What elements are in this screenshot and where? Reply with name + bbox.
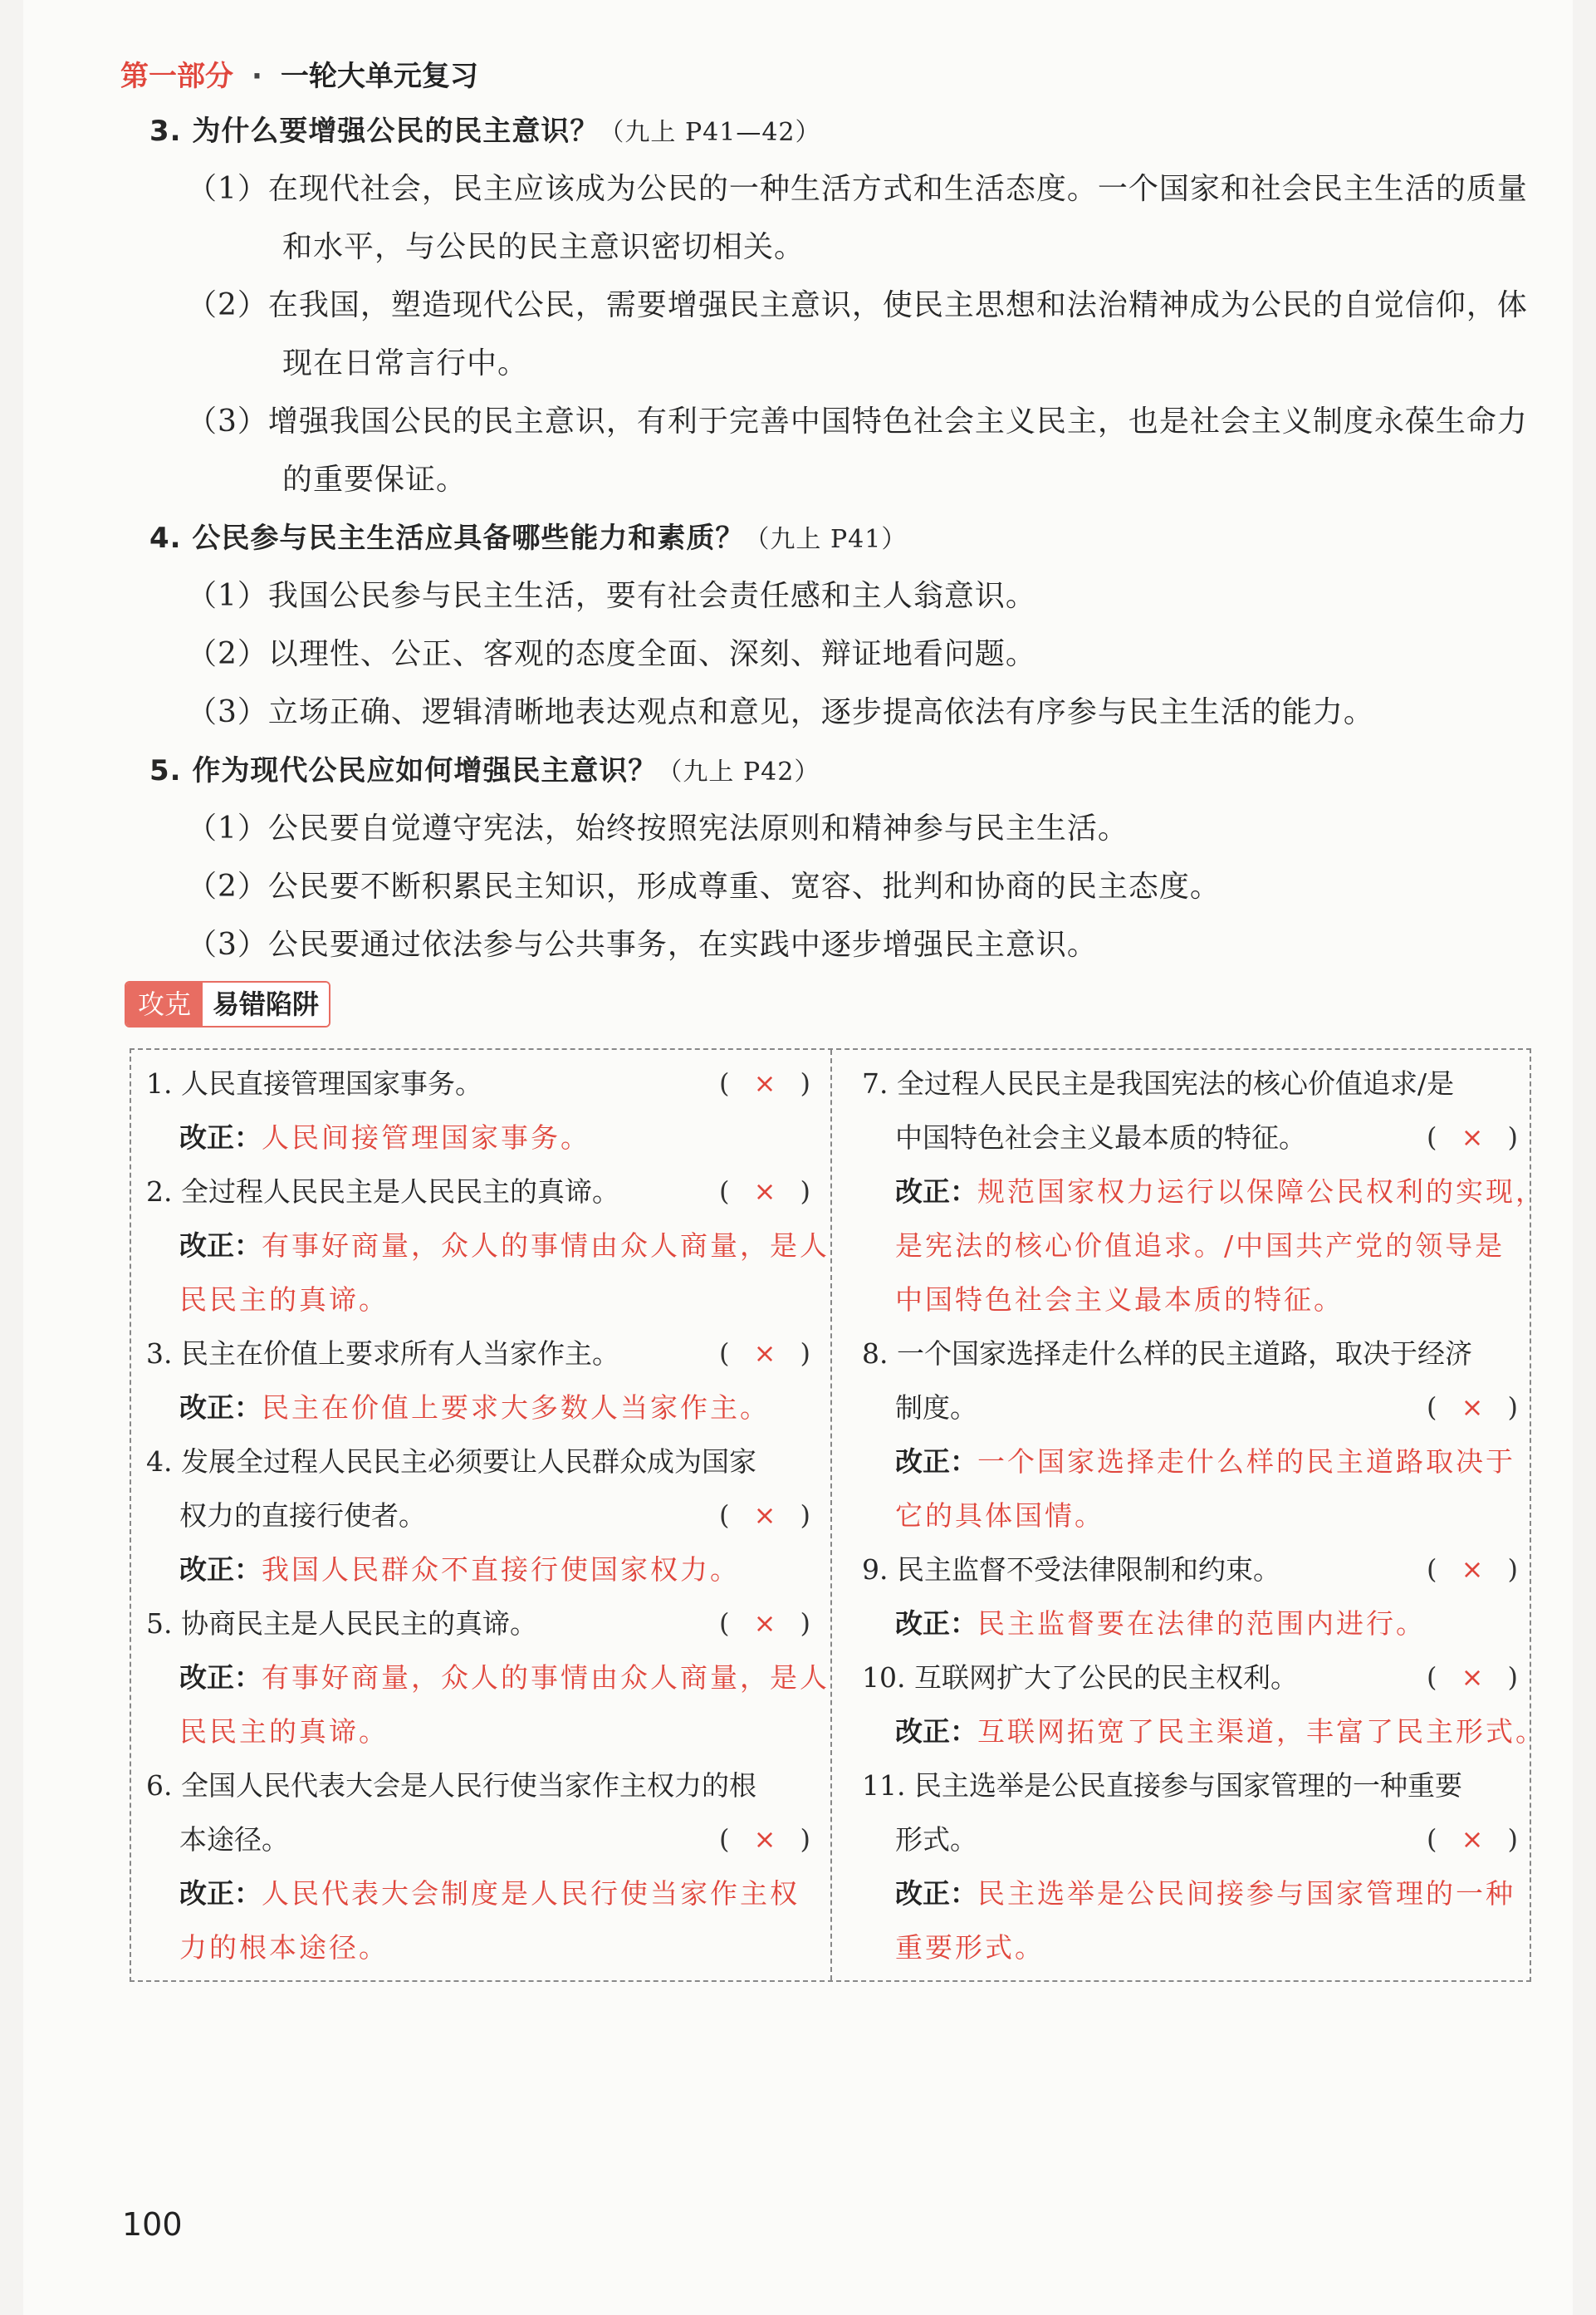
fix-label: 改正： [895,1445,977,1478]
page-number: 100 [122,2206,183,2243]
correction-line [895,1920,1045,1974]
wrong-mark-icon: × [1461,1121,1484,1153]
correction-line [895,1596,1426,1650]
answer-mark [1427,1812,1518,1866]
mark-open: ( [719,1337,730,1369]
correction-line [895,1435,1515,1489]
answer-item: （2）以理性、公正、客观的态度全面、深刻、辩证地看问题。 [187,637,1036,671]
answer-mark [1427,1543,1518,1596]
answer-item: （2）公民要不断积累民主知识，形成尊重、宽容、批判和协商的民主态度。 [187,870,1221,904]
correction-text: 人民间接管理国家事务。 [262,1121,590,1154]
trap-statement: 6. 全国人民代表大会是人民行使当家作主权力的根 [146,1769,756,1802]
mark-open: ( [1427,1121,1437,1153]
answer-mark [1427,1111,1518,1165]
mark-close: ) [1507,1661,1518,1693]
correction-text: 民民主的真谛。 [179,1283,389,1316]
trap-statement: 11. 民主选举是公民直接参与国家管理的一种重要 [862,1769,1462,1802]
mark-close: ) [1507,1391,1518,1423]
fix-label: 改正： [179,1877,262,1910]
trap-statement: 8. 一个国家选择走什么样的民主道路，取决于经济 [862,1337,1472,1370]
qa-section [149,102,1538,974]
correction-text: 我国人民群众不直接行使国家权力。 [262,1553,740,1586]
correction-line [179,1111,590,1165]
answer-mark [719,1057,810,1111]
mark-open: ( [1427,1661,1437,1693]
running-header [120,55,478,98]
wrong-mark-icon: × [753,1175,776,1207]
fix-label: 改正： [179,1229,262,1262]
wrong-mark-icon: × [753,1067,776,1099]
answer-mark [719,1327,810,1381]
correction-line [895,1704,1545,1758]
trap-statement: 形式。 [895,1823,977,1856]
trap-statement: 4. 发展全过程人民民主必须要让人民群众成为国家 [146,1445,756,1478]
mark-open: ( [1427,1553,1437,1585]
section-badge [125,981,330,1028]
correction-line [895,1273,1344,1327]
answer-mark [1427,1650,1518,1704]
column-divider [830,1050,832,1980]
badge-right: 易错陷阱 [203,983,329,1026]
correction-line [179,1704,389,1758]
answer-mark [1427,1381,1518,1435]
answer-mark [719,1165,810,1219]
correction-text: 它的具体国情。 [895,1499,1104,1532]
fix-label: 改正： [179,1391,262,1424]
mark-close: ) [1507,1823,1518,1855]
mark-open: ( [719,1607,730,1639]
fix-label: 改正： [895,1715,977,1748]
correction-line [895,1866,1515,1920]
wrong-mark-icon: × [1461,1661,1484,1693]
mark-open: ( [1427,1391,1437,1423]
fix-label: 改正： [895,1877,977,1910]
correction-text: 民主监督要在法律的范围内进行。 [977,1607,1426,1640]
trap-statement: 5. 协商民主是人民民主的真谛。 [146,1607,537,1640]
mark-close: ) [800,1823,810,1855]
wrong-mark-icon: × [1461,1823,1484,1855]
mark-open: ( [1427,1823,1437,1855]
wrong-mark-icon: × [1461,1391,1484,1423]
answer-mark [719,1596,810,1650]
wrong-mark-icon: × [753,1337,776,1369]
trap-statement: 权力的直接行使者。 [179,1499,426,1532]
correction-text: 力的根本途径。 [179,1931,389,1964]
mark-close: ) [1507,1121,1518,1153]
correction-text: 民主选举是公民间接参与国家管理的一种 [977,1877,1515,1910]
trap-statement: 本途径。 [179,1823,289,1856]
section-label: 一轮大单元复习 [280,60,478,93]
mark-open: ( [719,1823,730,1855]
correction-text: 中国特色社会主义最本质的特征。 [895,1283,1344,1316]
correction-line [179,1273,389,1327]
answer-item: （1）公民要自觉遵守宪法，始终按照宪法原则和精神参与民主生活。 [187,812,1128,846]
correction-line [179,1219,830,1273]
trap-statement: 7. 全过程人民民主是我国宪法的核心价值追求/是 [862,1067,1455,1100]
mark-close: ) [800,1499,810,1531]
mark-close: ) [1507,1553,1518,1585]
mark-open: ( [719,1067,730,1099]
correction-line [895,1489,1104,1543]
correction-line [179,1920,389,1974]
mark-close: ) [800,1337,810,1369]
question-title: 5. 作为现代公民应如何增强民主意识？（九上 P42） [149,754,820,787]
correction-line [895,1165,1545,1219]
correction-line [179,1381,770,1435]
correction-text: 民民主的真谛。 [179,1715,389,1748]
correction-text: 有事好商量，众人的事情由众人商量，是人 [262,1661,830,1694]
trap-statement: 2. 全过程人民民主是人民民主的真谛。 [146,1175,619,1208]
trap-box [130,1048,1545,1982]
question-title: 4. 公民参与民主生活应具备哪些能力和素质？（九上 P41） [149,522,908,555]
correction-line [179,1543,740,1596]
wrong-mark-icon: × [753,1607,776,1639]
mark-close: ) [800,1607,810,1639]
correction-line [179,1866,800,1920]
badge-left: 攻克 [126,983,203,1026]
correction-text: 重要形式。 [895,1931,1045,1964]
correction-text: 规范国家权力运行以保障公民权利的实现， [977,1175,1545,1208]
correction-text: 互联网拓宽了民主渠道，丰富了民主形式。 [977,1715,1545,1748]
correction-text: 是宪法的核心价值追求。/中国共产党的领导是 [895,1229,1505,1262]
mark-open: ( [719,1175,730,1207]
answer-item: （1）在现代社会，民主应该成为公民的一种生活方式和生活态度。一个国家和社会民主生活的质量和水平，与公民的民主意识密切相关。 [187,172,1528,264]
trap-statement: 3. 民主在价值上要求所有人当家作主。 [146,1337,619,1370]
fix-label: 改正： [179,1661,262,1694]
wrong-mark-icon: × [1461,1553,1484,1585]
part-label: 第一部分 [120,60,233,93]
fix-label: 改正： [895,1607,977,1640]
correction-text: 民主在价值上要求大多数人当家作主。 [262,1391,770,1424]
wrong-mark-icon: × [753,1499,776,1531]
fix-label: 改正： [179,1553,262,1586]
trap-statement: 中国特色社会主义最本质的特征。 [895,1121,1306,1154]
trap-statement: 1. 人民直接管理国家事务。 [146,1067,482,1100]
answer-mark [719,1489,810,1543]
mark-close: ) [800,1067,810,1099]
answer-item: （2）在我国，塑造现代公民，需要增强民主意识，使民主思想和法治精神成为公民的自觉信仰，体现在日常言行中。 [187,288,1528,380]
answer-item: （3）立场正确、逻辑清晰地表达观点和意见，逐步提高依法有序参与民主生活的能力。 [187,695,1374,729]
trap-statement: 9. 民主监督不受法律限制和约束。 [862,1553,1280,1586]
fix-label: 改正： [179,1121,262,1154]
answer-item: （1）我国公民参与民主生活，要有社会责任感和主人翁意识。 [187,579,1036,613]
question-title: 3. 为什么要增强公民的民主意识？（九上 P41—42） [149,115,821,148]
correction-line [179,1650,830,1704]
correction-line [895,1219,1505,1273]
answer-item: （3）增强我国公民的民主意识，有利于完善中国特色社会主义民主，也是社会主义制度永葆生命力的重要保证。 [187,405,1528,497]
answer-mark [719,1812,810,1866]
correction-text: 人民代表大会制度是人民行使当家作主权 [262,1877,800,1910]
mark-open: ( [719,1499,730,1531]
correction-text: 一个国家选择走什么样的民主道路取决于 [977,1445,1515,1478]
trap-statement: 制度。 [895,1391,977,1424]
trap-statement: 10. 互联网扩大了公民的民主权利。 [862,1661,1298,1694]
correction-text: 有事好商量，众人的事情由众人商量，是人 [262,1229,830,1262]
mark-close: ) [800,1175,810,1207]
fix-label: 改正： [895,1175,977,1208]
header-separator: · [252,60,262,93]
answer-item: （3）公民要通过依法参与公共事务，在实践中逐步增强民主意识。 [187,928,1098,962]
wrong-mark-icon: × [753,1823,776,1855]
